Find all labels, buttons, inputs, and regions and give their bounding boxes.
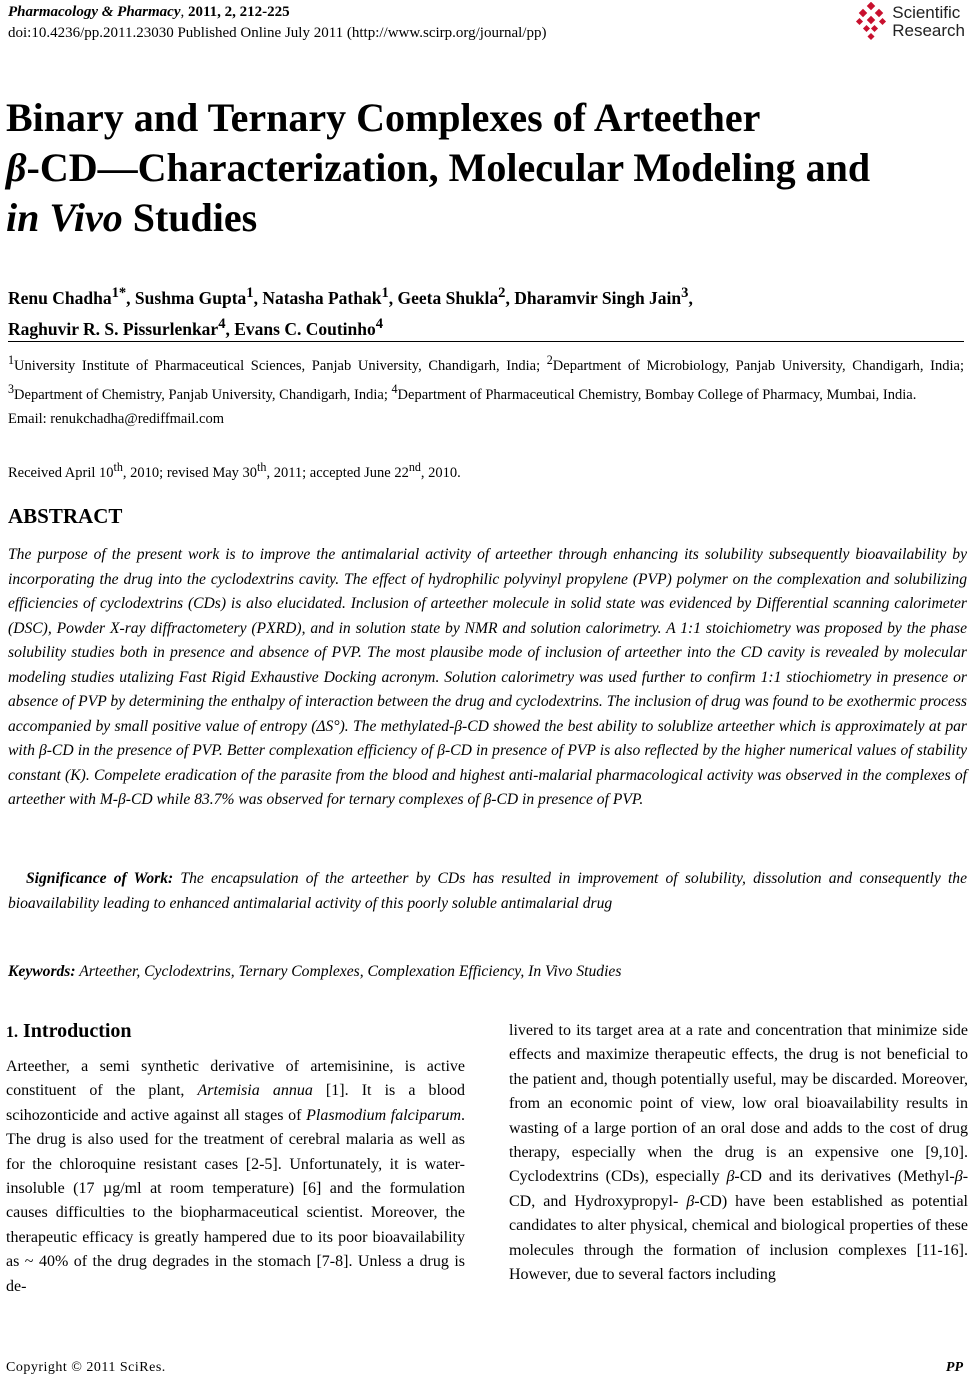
journal-header: Pharmacology & Pharmacy, 2011, 2, 212-225 doi:10.4236/pp.2011.23030 Published Online July 2011 (http://www.scirp.org/journal/pp) (8, 2, 546, 44)
author-name: Geeta Shukla (397, 287, 499, 308)
author-list: Renu Chadha$^{1*}$, Sushma Gupta$^1$, Natasha Pathak$^1$, Geeta Shukla$^2$, Dharamvir Singh Jain$^3$, Raghuvir R. S. Pissurlenkar$^4$, Evans C. Coutinho$^4$ (8, 285, 693, 339)
divider (8, 341, 964, 342)
affiliations: $^1$University Institute of Pharmaceutical Sciences, Panjab University, Chandigarh, India; $^2$Department of Microbiology, Panjab University, Chandigarh, India; $^3$Department of Chemistry, Panjab University, Chandigarh, India; $^4$Department of Pharmaceutical Chemistry, Bombay College of Pharmacy, Mumbai, India. Email: renukchadha@rediffmail.com (8, 349, 964, 431)
author-name: Raghuvir R. S. Pissurlenkar (8, 318, 219, 339)
publisher-logo (854, 2, 965, 42)
logo-line-2: Research (892, 21, 965, 40)
abstract-text: The purpose of the present work is to improve the antimalarial activity of arteether through enhancing its solubility subsequently bioavailability by incorporating the drug into the cyclodextrins cavity. The effect of hydrophilic polyvinyl propylene (PVP) polymer on the complexation and solubilizing efficiencies of cyclodextrins (CDs) is also elucidated. Inclusion of arteether molecule in solid state was evidenced by Differential scanning calorimeter (DSC), Powder X-ray diffractometery (PXRD), and in solution state by NMR and solution calorimetry. A 1:1 stoichiometry was proposed by the phase solubility studies both in presence and absence of PVP. The most plausibe mode of inclusion of arteether into the CD cavity is revealed by molecular modeling studies utalizing Fast Rigid Exhaustive Docking acronym. Solution calorimetry was used further to confirm 1:1 stiochiometry in presence or absence of PVP by determining the enthalpy of interaction between the drug and cyclodextrins. The inclusion of drug was found to be exothermic process accompanied by small positive value of entropy (ΔS°). The methylated-β-CD showed the best ability to solublize arteether which is approximately at par with β-CD in the presence of PVP. Better complexation efficiency of β-CD in presence of PVP is also reflected by the higher numerical values of stability constant (K). Compelete eradication of the parasite from the blood and highest anti-malarial pharmacological activity was observed in the complexes of arteether with M-β-CD while 83.7% was observed for ternary complexes of β-CD in presence of PVP. (8, 546, 967, 808)
author-name: Dharamvir Singh Jain (514, 287, 682, 308)
journal-name: Pharmacology & Pharmacy (8, 4, 181, 20)
significance-paragraph: Significance of Work: The encapsulation of the arteether by CDs has resulted in improvement of solubility, dissolution and consequently the bioavailability leading to enhanced antimalarial activity of this poorly soluble antimalarial drug (8, 870, 967, 912)
author-name: Renu Chadha (8, 287, 112, 308)
author-name: Evans C. Coutinho (234, 318, 376, 339)
significance-label: Significance of Work: (26, 870, 174, 887)
section-heading: 1. Introduction (6, 1020, 132, 1042)
doi-line: doi:10.4236/pp.2011.23030 Published Online July 2011 (http://www.scirp.org/journal/pp) (8, 25, 547, 41)
logo-line-1: Scientific (892, 3, 961, 22)
paper-title: Binary and Ternary Complexes of Arteether β-CD—Characterization, Molecular Modeling and in Vivo Studies (6, 95, 871, 240)
journal-volume: 2011, 2, 212-225 (188, 4, 290, 20)
copyright-notice: Copyright © 2011 SciRes. (6, 1360, 166, 1375)
contact-email: Email: renukchadha@rediffmail.com (8, 410, 225, 427)
body-column-left: Arteether, a semi synthetic derivative of artemisinine, is active constituent of the plant, Artemisia annua [1]. It is a blood scihozonticide and active against all stages of Plasmodium falciparum. The drug is also used for the treatment of cerebral malaria as well as for the chloroquine resistant cases [2-5]. Unfortunately, it is water-insoluble (17 µg/ml at room temperature) [6] and the formulation causes difficulties to the biopharmaceutical scientist. Moreover, the therapeutic efficacy is greatly hampered due to its poor bioavailability as ~ 40% of the drug degrades in the stomach [7-8]. Unless a drug is de- (6, 1058, 466, 1295)
keywords-label: Keywords: (8, 963, 76, 980)
author-name: Natasha Pathak (262, 287, 382, 308)
journal-abbreviation: PP (945, 1360, 963, 1375)
body-column-right: livered to its target area at a rate and concentration that minimize side effects and maximize therapeutic effects, the drug is not beneficial to the patient and, though potentially useful, may be discarded. Moreover, from an economic point of view, low oral bioavailability results in wasting of a large portion of an oral dose and adds to the cost of drug therapy, especially when the drug is an expensive one [9,10]. Cyclodextrins (CDs), especially β-CD and its derivatives (Methyl-β-CD, and Hydroxypropyl- β-CD) have been established as potential candidates to alter physical, chemical and biological properties of these molecules through the formation of inclusion complexes [11-16]. However, due to several factors including (509, 1022, 969, 1284)
keywords: Keywords: Arteether, Cyclodextrins, Ternary Complexes, Complexation Efficiency, In Vivo Studies (8, 963, 622, 980)
abstract-heading: ABSTRACT (8, 504, 123, 528)
author-name: Sushma Gupta (134, 287, 247, 308)
received-dates: Received April 10th, 2010; revised May 30th, 2011; accepted June 22nd, 2010. (8, 460, 461, 481)
scirp-logo-icon (854, 2, 888, 42)
